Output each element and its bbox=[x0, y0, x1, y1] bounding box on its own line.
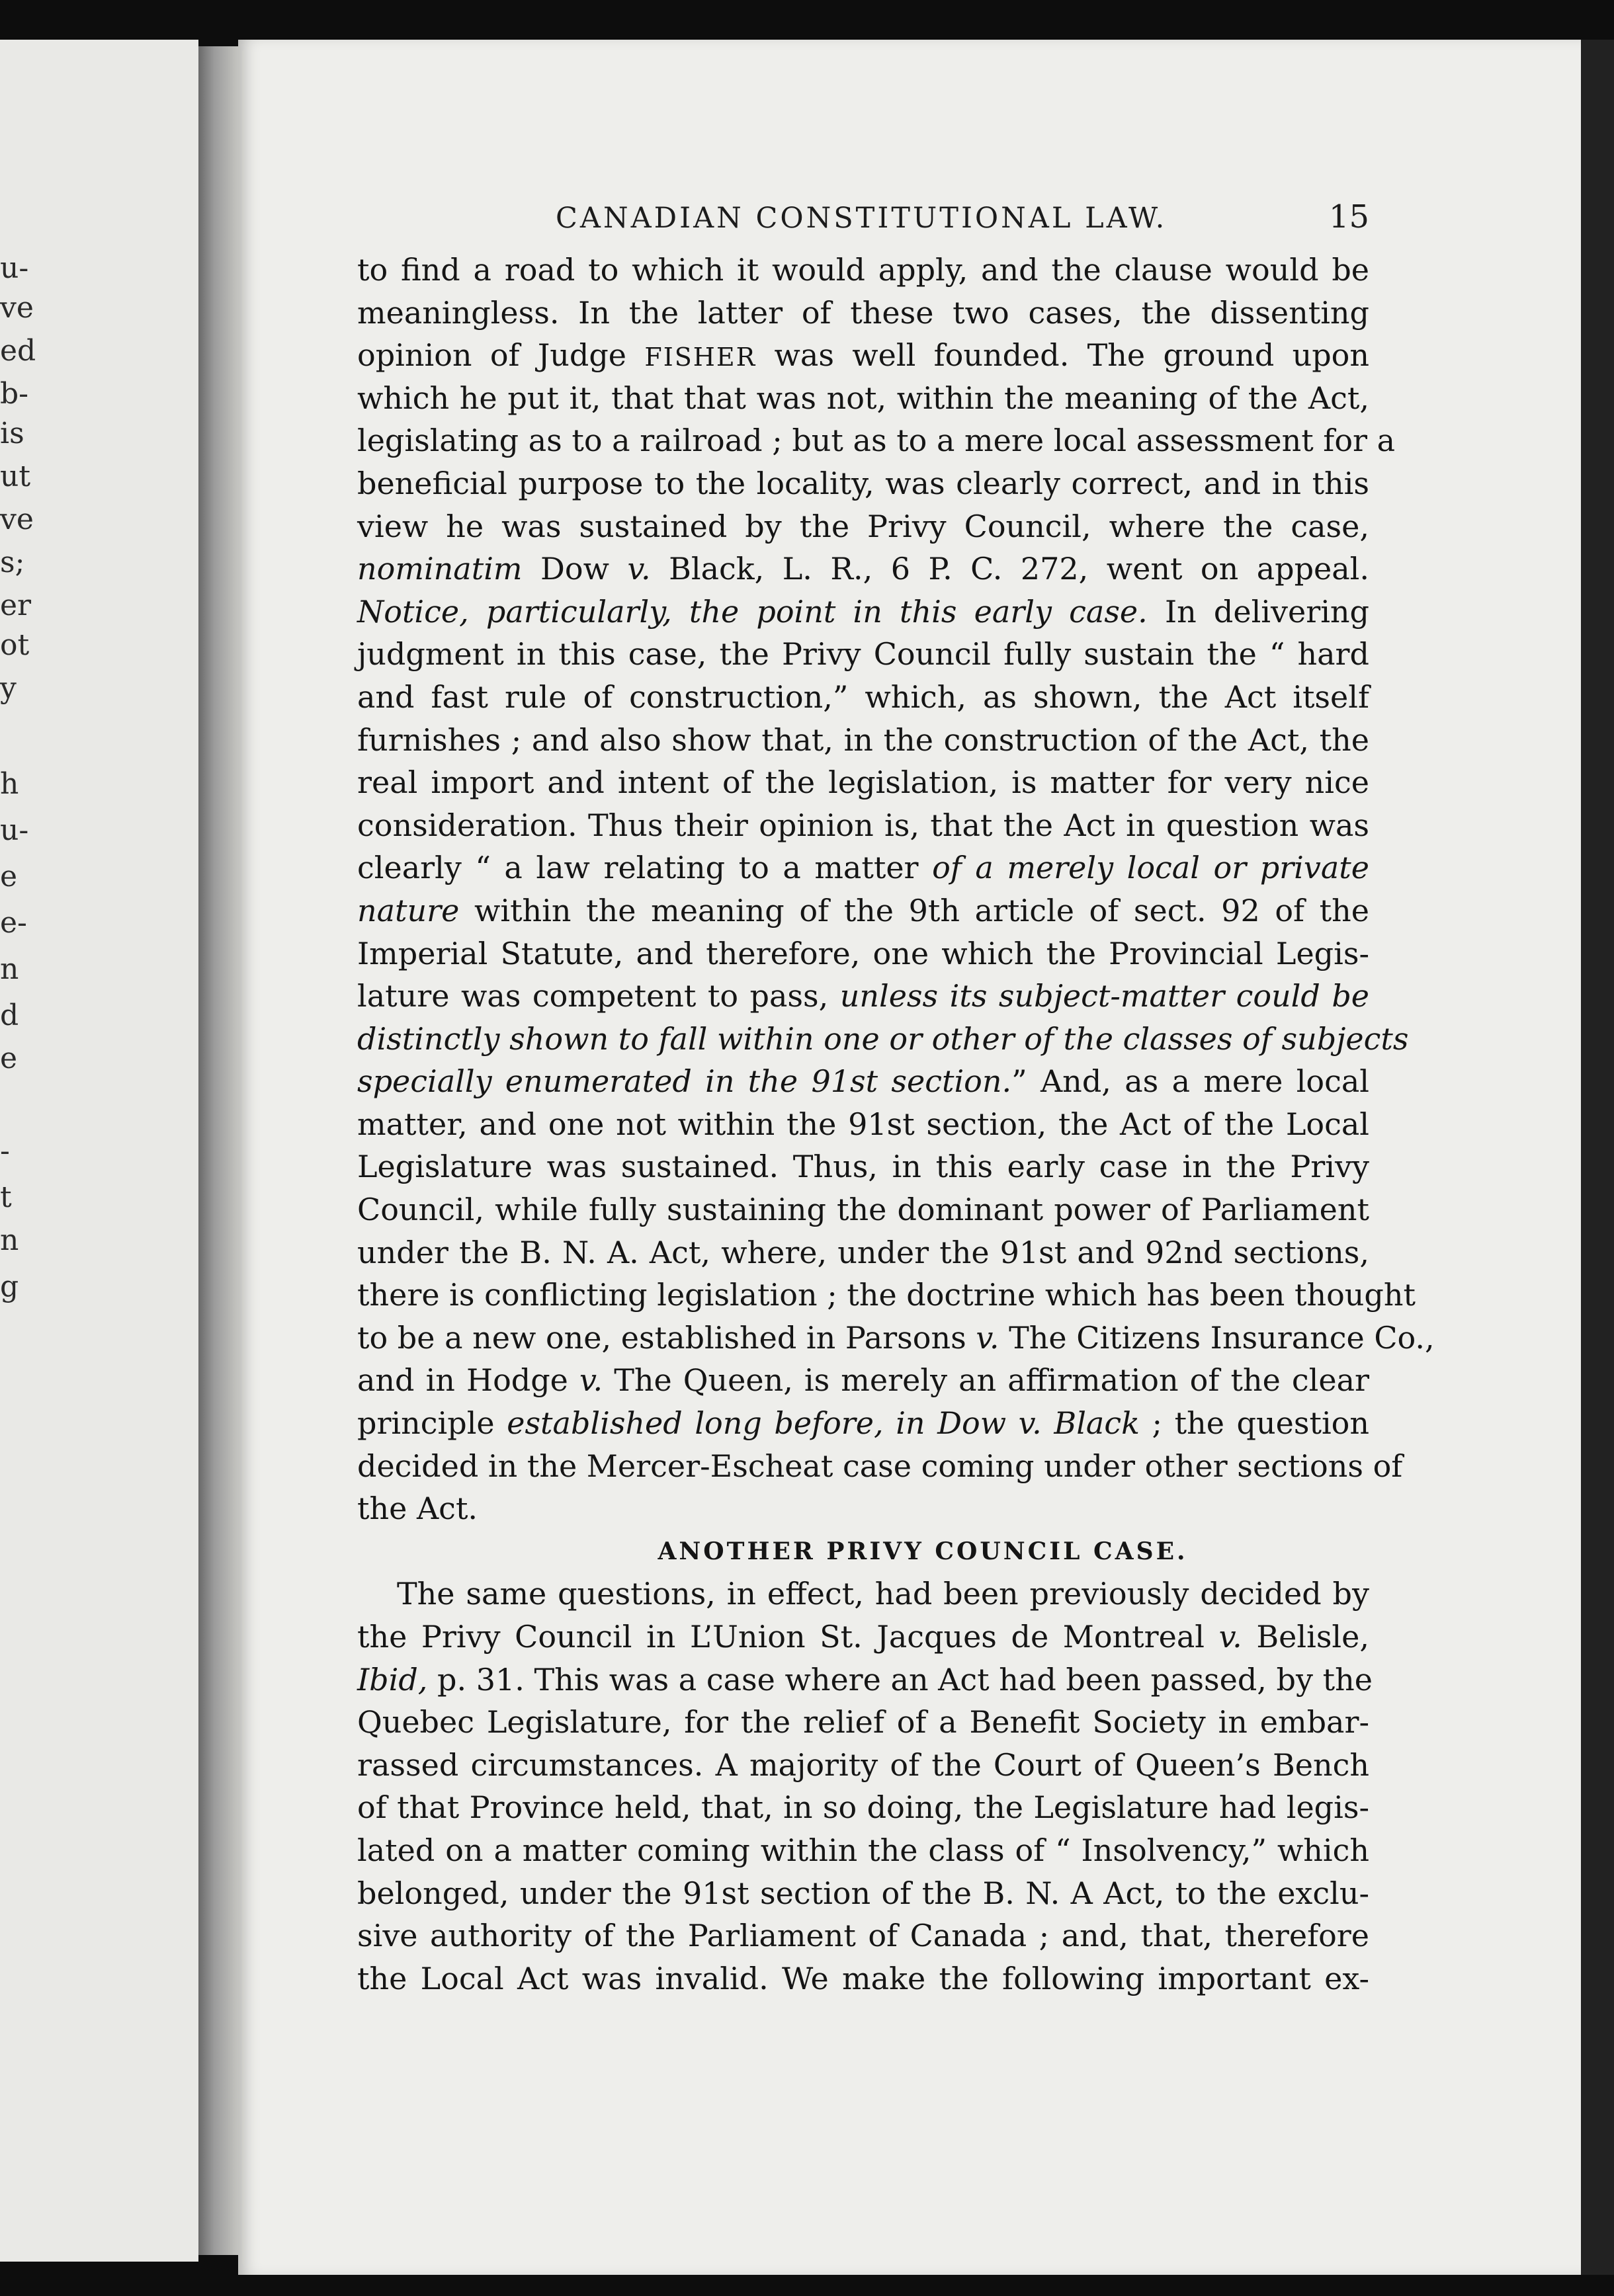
text-run: real import and intent of the legislation, is matter for very nice bbox=[357, 764, 1369, 801]
text-line bbox=[357, 1872, 1369, 1915]
text-line bbox=[357, 249, 1369, 292]
text-line bbox=[357, 1231, 1369, 1274]
text-run: to be a new one, established in Parsons bbox=[357, 1319, 976, 1356]
facing-page-fragment: g bbox=[0, 1270, 19, 1303]
facing-page-fragment: t bbox=[0, 1180, 12, 1214]
text-run: Imperial Statute, and therefore, one which the Provincial Legis- bbox=[357, 935, 1369, 971]
facing-page-fragment: ut bbox=[0, 460, 31, 493]
text-line bbox=[357, 292, 1369, 335]
text-line bbox=[357, 1188, 1369, 1231]
text-line bbox=[357, 1018, 1409, 1061]
text-run: of that Province held, that, in so doing, the Legislature had legis- bbox=[357, 1789, 1369, 1826]
facing-page-fragment: h bbox=[0, 767, 19, 801]
facing-page-fragment: e bbox=[0, 860, 18, 893]
text-line bbox=[357, 1616, 1369, 1659]
text-line bbox=[357, 1701, 1369, 1744]
body-text bbox=[357, 249, 1435, 2000]
facing-page-fragment: - bbox=[0, 1134, 10, 1168]
text-line bbox=[357, 975, 1369, 1018]
text-line bbox=[357, 1957, 1369, 2000]
text-run: judgment in this case, the Privy Council fully sustain the “ hard bbox=[357, 636, 1369, 673]
scan-border bbox=[1581, 40, 1614, 2275]
facing-page-fragment: d bbox=[0, 999, 19, 1032]
text-run: Dow bbox=[522, 551, 628, 587]
text-line bbox=[357, 334, 1369, 377]
text-line bbox=[357, 1145, 1369, 1188]
text-line bbox=[357, 1573, 1369, 1616]
text-line bbox=[357, 1786, 1369, 1829]
text-run: ; the question bbox=[1139, 1405, 1369, 1442]
facing-page-edge bbox=[0, 40, 198, 2262]
text-line bbox=[357, 1914, 1369, 1957]
text-block bbox=[357, 198, 1435, 2000]
text-run: ” And, as a mere local bbox=[1011, 1063, 1369, 1100]
text-run: principle bbox=[357, 1405, 507, 1442]
text-line bbox=[357, 1445, 1403, 1488]
italic-run: Notice, particularly, the point in this early case. bbox=[357, 593, 1148, 630]
italic-run: nature bbox=[357, 892, 460, 928]
text-run: consideration. Thus their opinion is, that the Act in question was bbox=[357, 807, 1369, 843]
text-run: beneficial purpose to the locality, was clearly correct, and in this bbox=[357, 465, 1369, 501]
italic-run: established long before, in Dow v. Black bbox=[507, 1405, 1140, 1442]
text-run: view he was sustained by the Privy Council, where the case, bbox=[357, 508, 1369, 544]
facing-page-fragment: is bbox=[0, 417, 24, 450]
text-run: lated on a matter coming within the class of “ Insolvency,” which bbox=[357, 1832, 1369, 1868]
text-line bbox=[357, 377, 1369, 420]
facing-page-fragment: y bbox=[0, 671, 17, 705]
text-run: matter, and one not within the 91st section, the Act of the Local bbox=[357, 1106, 1369, 1142]
text-line bbox=[357, 462, 1369, 505]
text-run: The same questions, in effect, had been previously decided by bbox=[397, 1576, 1369, 1612]
running-head bbox=[556, 198, 1369, 235]
text-run: In delivering bbox=[1147, 593, 1369, 630]
text-run: rassed circumstances. A majority of the Court of Queen’s Bench bbox=[357, 1746, 1369, 1783]
text-run: decided in the Mercer-Escheat case coming under other sections of bbox=[357, 1448, 1403, 1484]
text-run: and in Hodge bbox=[357, 1362, 579, 1399]
text-line bbox=[357, 419, 1396, 462]
text-line bbox=[357, 804, 1369, 847]
text-run: the Privy Council in L’Union St. Jacques de Montreal bbox=[357, 1619, 1219, 1655]
facing-page-fragment: u- bbox=[0, 251, 29, 285]
text-line bbox=[357, 633, 1369, 676]
text-run: under the B. N. A. Act, where, under the 91st and 92nd sections, bbox=[357, 1234, 1369, 1270]
text-run: sive authority of the Parliament of Canada ; and, that, therefore bbox=[357, 1918, 1369, 1954]
italic-run: Ibid, bbox=[357, 1661, 428, 1698]
text-line bbox=[357, 1060, 1369, 1103]
text-run: The Citizens Insurance Co., bbox=[999, 1319, 1435, 1356]
italic-run: v. bbox=[1218, 1619, 1242, 1655]
italic-run: v. bbox=[579, 1362, 603, 1399]
facing-page-fragment: er bbox=[0, 589, 32, 622]
text-run: furnishes ; and also show that, in the construction of the Act, the bbox=[357, 721, 1369, 758]
text-line bbox=[357, 1402, 1369, 1445]
text-run: there is conflicting legislation ; the doctrine which has been thought bbox=[357, 1277, 1416, 1313]
text-run: which he put it, that that was not, within the meaning of the Act, bbox=[357, 380, 1369, 416]
italic-run: of a merely local or private bbox=[932, 850, 1369, 886]
facing-page-fragment: u- bbox=[0, 813, 29, 847]
section-heading: ANOTHER PRIVY COUNCIL CASE. bbox=[658, 1537, 1188, 1565]
italic-run: distinctly shown to fall within one or other of the classes of subjects bbox=[357, 1020, 1409, 1057]
text-run: Council, while fully sustaining the dominant power of Parliament bbox=[357, 1192, 1369, 1228]
text-run: Black, L. R., 6 P. C. 272, went on appeal. bbox=[650, 551, 1369, 587]
text-line bbox=[357, 1659, 1373, 1702]
text-run: legislating as to a railroad ; but as to a mere local assessment for a bbox=[357, 423, 1396, 459]
book-gutter bbox=[198, 46, 238, 2255]
page-number: 15 bbox=[1328, 198, 1369, 235]
text-run: Belisle, bbox=[1242, 1619, 1369, 1655]
text-line bbox=[357, 1744, 1369, 1787]
small-caps-run: FISHER bbox=[644, 343, 757, 372]
text-line bbox=[357, 846, 1369, 889]
text-run: the Act. bbox=[357, 1491, 478, 1527]
facing-page-fragment: n bbox=[0, 1223, 19, 1257]
text-line bbox=[357, 719, 1369, 762]
text-run: belonged, under the 91st section of the B. N. A Act, to the exclu- bbox=[357, 1875, 1369, 1911]
text-run: clearly “ a law relating to a matter bbox=[357, 850, 933, 886]
facing-page-fragment: n bbox=[0, 952, 19, 986]
facing-page-fragment: ed bbox=[0, 334, 36, 368]
text-run: the Local Act was invalid. We make the following important ex- bbox=[357, 1960, 1369, 1996]
facing-page-fragment: e- bbox=[0, 906, 27, 940]
text-run: lature was competent to pass, bbox=[357, 978, 840, 1014]
running-title: CANADIAN CONSTITUTIONAL LAW. bbox=[556, 202, 1168, 235]
text-line bbox=[357, 1829, 1369, 1872]
text-line bbox=[357, 1359, 1369, 1402]
text-run: The Queen, is merely an affirmation of the clear bbox=[603, 1362, 1369, 1399]
italic-run: specially enumerated in the 91st section. bbox=[357, 1063, 1012, 1100]
text-line bbox=[357, 1274, 1416, 1317]
facing-page-fragment: s; bbox=[0, 546, 25, 579]
text-line bbox=[357, 889, 1369, 932]
italic-run: nominatim bbox=[357, 551, 523, 587]
text-run: opinion of Judge bbox=[357, 337, 645, 374]
text-run: was well founded. The ground upon bbox=[756, 337, 1369, 374]
facing-page-fragment: e bbox=[0, 1042, 18, 1075]
facing-page-fragment: b- bbox=[0, 377, 29, 411]
text-run: p. 31. This was a case where an Act had been passed, by the bbox=[427, 1661, 1373, 1698]
text-line bbox=[357, 676, 1369, 719]
facing-page-fragment: ve bbox=[0, 291, 34, 325]
text-run: to find a road to which it would apply, and the clause would be bbox=[357, 252, 1369, 288]
italic-run: v. bbox=[627, 551, 651, 587]
facing-page-fragment: ot bbox=[0, 628, 30, 662]
italic-run: unless its subject-matter could be bbox=[839, 978, 1369, 1014]
text-run: Quebec Legislature, for the relief of a Benefit Society in embar- bbox=[357, 1704, 1369, 1741]
text-run: and fast rule of construction,” which, as shown, the Act itself bbox=[357, 678, 1369, 715]
text-line bbox=[357, 932, 1369, 975]
facing-page-fragment: ve bbox=[0, 503, 34, 536]
italic-run: v. bbox=[976, 1319, 999, 1356]
text-run: Legislature was sustained. Thus, in this early case in the Privy bbox=[357, 1149, 1369, 1185]
text-line bbox=[357, 1317, 1435, 1360]
text-line bbox=[357, 591, 1369, 634]
text-line bbox=[357, 1487, 1369, 1530]
text-line bbox=[357, 548, 1369, 591]
text-line bbox=[357, 505, 1369, 548]
text-run: meaningless. In the latter of these two cases, the dissenting bbox=[357, 294, 1369, 331]
text-run: within the meaning of the 9th article of sect. 92 of the bbox=[459, 892, 1369, 928]
text-line bbox=[357, 1103, 1369, 1146]
text-line bbox=[357, 761, 1369, 804]
